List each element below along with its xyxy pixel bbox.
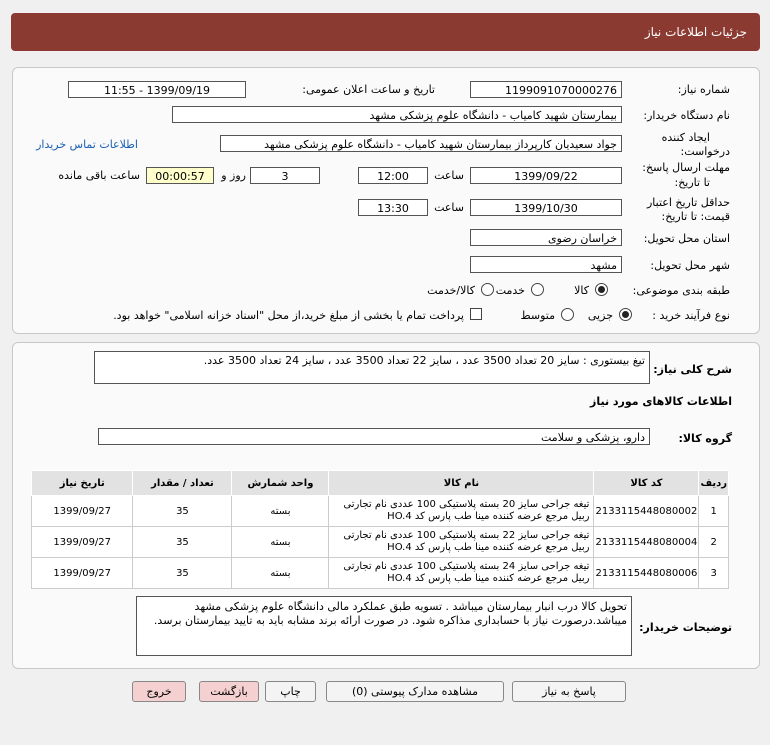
col-row: ردیف [699,471,729,496]
deadline-time-label: ساعت [434,169,464,182]
goods-name: تیغه جراحی سایز 22 بسته پلاستیکی 100 عددی نام تجارتی ربیل مرجع عرضه کننده مینا طب پارس کد HO.4 [329,527,594,558]
category-both-label: کالا/خدمت [427,284,475,297]
col-qty: تعداد / مقدار [133,471,232,496]
remaining-label: ساعت باقی مانده [58,169,140,182]
goods-qty: 35 [133,527,232,558]
category-both-radio[interactable] [481,283,494,296]
need-number-field: 1199091070000276 [470,81,622,98]
category-goods-label: کالا [574,284,589,297]
exit-button[interactable]: خروج [132,681,186,702]
validity-time-field: 13:30 [358,199,428,216]
category-service-label: خدمت [495,284,525,297]
announce-label: تاریخ و ساعت اعلان عمومی: [302,83,435,96]
announce-field: 1399/09/19 - 11:55 [68,81,246,98]
need-date: 1399/09/27 [32,558,133,589]
days-label: روز و [221,169,246,182]
validity-label-1: حداقل تاریخ اعتبار [646,196,730,209]
goods-code: 2133115448080004 [594,527,699,558]
buyer-org-field: بیمارستان شهید کامیاب - دانشگاه علوم پزشکی مشهد [172,106,622,123]
treasury-payment-checkbox[interactable] [470,308,482,320]
deadline-date-field: 1399/09/22 [470,167,622,184]
deadline-time-field: 12:00 [358,167,428,184]
deadline-label-2: تا تاریخ: [674,176,710,189]
city-field: مشهد [470,256,622,273]
creator-field: جواد سعیدیان کارپرداز بیمارستان شهید کامیاب - دانشگاه علوم پزشکی مشهد [220,135,622,152]
process-label: نوع فرآیند خرید : [652,309,730,322]
goods-qty: 35 [133,558,232,589]
buyer-org-label: نام دستگاه خریدار: [643,109,730,122]
goods-qty: 35 [133,496,232,527]
process-medium-radio[interactable] [561,308,574,321]
city-label: شهر محل تحویل: [650,259,730,272]
goods-table [31,470,729,589]
goods-name: تیغه جراحی سایز 24 بسته پلاستیکی 100 عددی نام تجارتی ربیل مرجع عرضه کننده مینا طب پارس کد HO.4 [329,558,594,589]
remaining-time-field: 00:00:57 [146,167,214,184]
creator-label-2: درخواست: [680,145,730,158]
goods-table-header [32,471,729,496]
treasury-payment-note: پرداخت تمام یا بخشی از مبلغ خرید،از محل "اسناد خزانه اسلامی" خواهد بود. [113,309,464,322]
creator-label-1: ایجاد کننده [661,131,710,144]
row-index: 3 [699,558,729,589]
process-partial-radio[interactable] [619,308,632,321]
process-partial-label: جزیی [587,309,613,322]
page-title: جزئیات اطلاعات نیاز [644,25,747,39]
attachments-button[interactable]: مشاهده مدارک پیوستی (0) [326,681,504,702]
row-index: 1 [699,496,729,527]
reply-button[interactable]: پاسخ به نیاز [512,681,626,702]
need-date: 1399/09/27 [32,527,133,558]
province-label: استان محل تحویل: [643,232,730,245]
col-date: تاریخ نیاز [32,471,133,496]
goods-code: 2133115448080002 [594,496,699,527]
back-button[interactable]: بازگشت [199,681,259,702]
goods-code: 2133115448080006 [594,558,699,589]
need-date: 1399/09/27 [32,496,133,527]
summary-label: شرح کلی نیاز: [653,363,732,376]
table-row [32,558,729,589]
buyer-contact-link[interactable]: اطلاعات تماس خریدار [36,138,138,151]
category-goods-radio[interactable] [595,283,608,296]
validity-time-label: ساعت [434,201,464,214]
validity-date-field: 1399/10/30 [470,199,622,216]
goods-unit: بسته [232,558,329,589]
buyer-notes-label: توضیحات خریدار: [639,621,732,634]
province-field: خراسان رضوی [470,229,622,246]
deadline-label-1: مهلت ارسال پاسخ: [642,161,730,174]
col-unit: واحد شمارش [232,471,329,496]
validity-label-2: قیمت: تا تاریخ: [661,210,730,223]
summary-field: تیغ بیستوری : سایز 20 تعداد 3500 عدد ، سایز 22 تعداد 3500 عدد ، سایز 24 تعداد 3500 عدد. [94,351,650,384]
goods-group-field: دارو، پزشکی و سلامت [98,428,650,445]
goods-info-title: اطلاعات کالاهای مورد نیاز [590,395,732,408]
table-row [32,496,729,527]
goods-unit: بسته [232,527,329,558]
col-name: نام کالا [329,471,594,496]
goods-group-label: گروه کالا: [678,432,732,445]
page-header [11,13,760,51]
days-field: 3 [250,167,320,184]
goods-unit: بسته [232,496,329,527]
category-service-radio[interactable] [531,283,544,296]
table-row [32,527,729,558]
print-button[interactable]: چاپ [265,681,316,702]
goods-name: تیغه جراحی سایز 20 بسته پلاستیکی 100 عددی نام تجارتی ربیل مرجع عرضه کننده مینا طب پارس کد HO.4 [329,496,594,527]
process-medium-label: متوسط [520,309,555,322]
category-label: طبقه بندی موضوعی: [632,284,730,297]
row-index: 2 [699,527,729,558]
col-code: کد کالا [594,471,699,496]
need-number-label: شماره نیاز: [677,83,730,96]
buyer-notes-field: تحویل کالا درب انبار بیمارستان میباشد . تسویه طبق عملکرد مالی دانشگاه علوم پزشکی مشهد میباشد.درصورت نیاز با حسابداری مذاکره شود. در صورت ارائه برند مشابه باید به تایید بیمارستان برسد. [136,596,632,656]
